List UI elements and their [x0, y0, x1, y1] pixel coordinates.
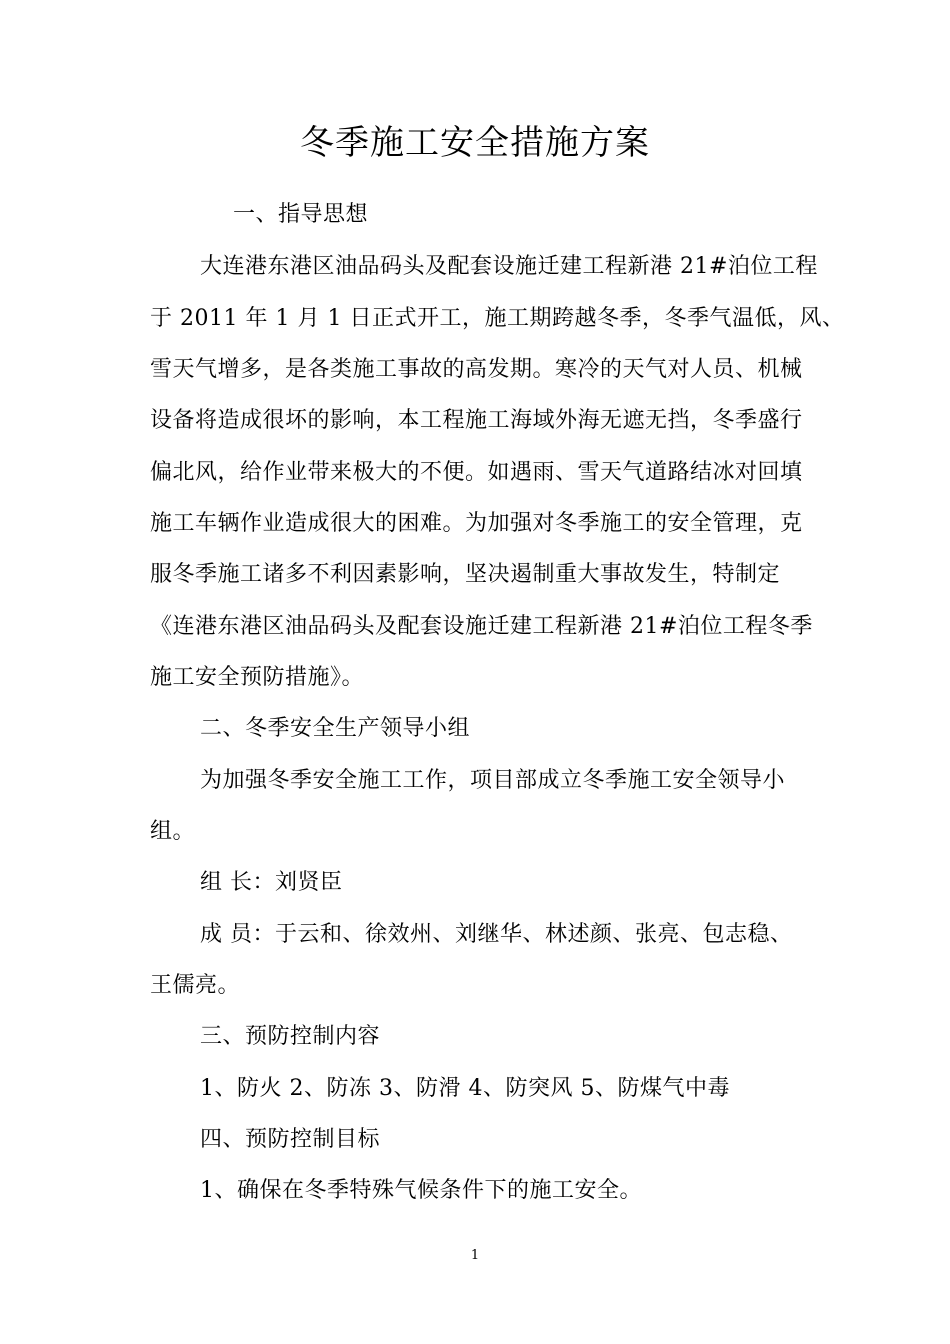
paragraph-line: 王儒亮。: [150, 973, 241, 998]
paragraph-line: 施工安全预防措施》。: [150, 665, 365, 690]
paragraph-line: 设备将造成很坏的影响，本工程施工海域外海无遮无挡，冬季盛行: [150, 408, 803, 433]
paragraph-line: 大连港东港区油品码头及配套设施迁建工程新港 21#泊位工程: [200, 254, 818, 279]
page-number: 1: [470, 1248, 480, 1263]
prevention-items-line: 1、防火 2、防冻 3、防滑 4、防突风 5、防煤气中毒: [200, 1076, 730, 1101]
document-title: 冬季施工安全措施方案: [300, 123, 650, 163]
paragraph-line: 为加强冬季安全施工工作，项目部成立冬季施工安全领导小: [200, 768, 786, 793]
paragraph-line: 服冬季施工诸多不利因素影响，坚决遏制重大事故发生，特制定: [150, 562, 781, 587]
heading-prevention-targets: 四、预防控制目标: [200, 1127, 381, 1152]
paragraph-line: 偏北风，给作业带来极大的不便。如遇雨、雪天气道路结冰对回填: [150, 460, 803, 485]
paragraph-line: 施工车辆作业造成很大的困难。为加强对冬季施工的安全管理，克: [150, 511, 803, 536]
paragraph-line: 雪天气增多，是各类施工事故的高发期。寒冷的天气对人员、机械: [150, 357, 803, 382]
paragraph-line: 组。: [150, 819, 196, 844]
group-leader-line: 组 长：刘贤臣: [200, 870, 343, 895]
heading-prevention-content: 三、预防控制内容: [200, 1024, 381, 1049]
paragraph-line: 《连港东港区油品码头及配套设施迁建工程新港 21#泊位工程冬季: [150, 614, 813, 639]
group-members-line: 成 员：于云和、徐效州、刘继华、林述颜、张亮、包志稳、: [200, 922, 793, 947]
heading-guiding-ideology: 一、指导思想: [233, 202, 369, 227]
paragraph-line: 于 2011 年 1 月 1 日正式开工，施工期跨越冬季，冬季气温低，风、: [150, 306, 845, 331]
target-item-line: 1、确保在冬季特殊气候条件下的施工安全。: [200, 1178, 642, 1203]
heading-leadership-group: 二、冬季安全生产领导小组: [200, 716, 471, 741]
